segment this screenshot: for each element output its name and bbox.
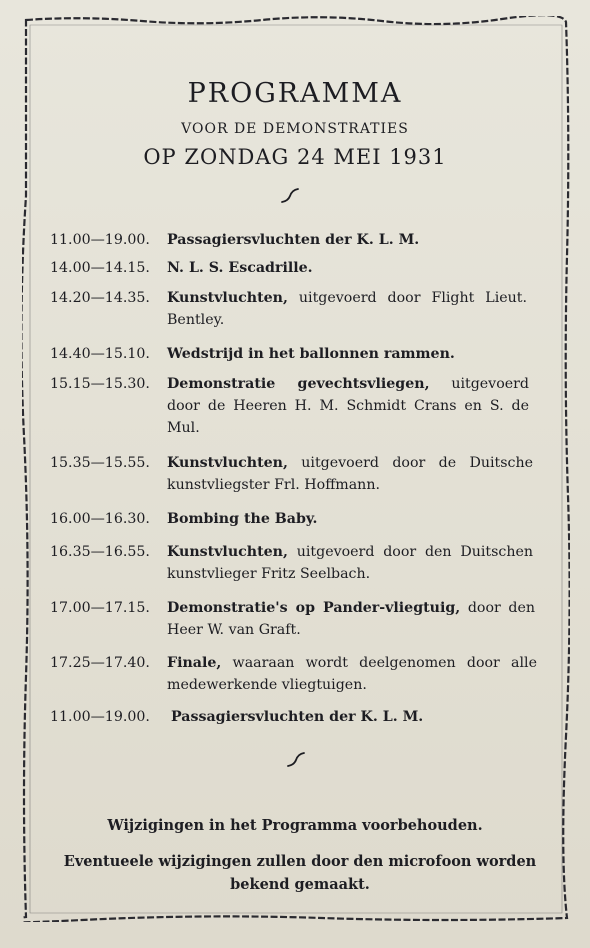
schedule-details: uitgevoerd door de Heeren H. M. Schmidt Crans en S. de Mul. [167,376,530,436]
schedule-time: 15.15—15.30. [50,376,150,392]
schedule-activity: Passagiersvluchten der K. L. M. [171,709,424,725]
schedule-details: door den Heer W. van Graft. [167,600,535,638]
schedule-activity: Bombing the Baby. [167,511,318,527]
schedule-activity: Kunstvluchten, [167,290,288,306]
schedule-time: 15.35—15.55. [50,455,150,471]
schedule-time: 17.25—17.40. [50,655,150,671]
schedule-time: 14.00—14.15. [50,260,150,276]
footer-note: Eventueele wijzigingen zullen door den microfoon worden bekend gemaakt. [63,853,537,893]
footer-notice: Wijzigingen in het Programma voorbehouden. [107,817,483,834]
program-date: OP ZONDAG 24 MEI 1931 [143,145,447,169]
schedule-activity: N. L. S. Escadrille. [167,260,313,276]
schedule-activity: Kunstvluchten, [167,455,288,471]
schedule-time: 14.20—14.35. [50,290,150,306]
schedule-activity: Wedstrijd in het ballonnen rammen. [167,346,455,362]
schedule-time: 16.00—16.30. [50,511,150,527]
program-subtitle: VOOR DE DEMONSTRATIES [181,121,409,137]
schedule-time: 11.00—19.00. [50,232,150,248]
schedule-activity: Demonstratie's op Pander-vliegtuig, [167,600,461,616]
schedule-time: 16.35—16.55. [50,544,150,560]
schedule-details: waaraan wordt deelgenomen door alle medewerkende vliegtuigen. [167,655,537,693]
schedule-activity: Finale, [167,655,222,671]
ornament-icon [279,186,301,206]
ornament-icon [285,750,307,770]
schedule-details: uitgevoerd door Flight Lieut. Bentley. [167,290,527,328]
schedule-time: 11.00—19.00. [50,709,150,725]
schedule-activity: Kunstvluchten, [167,544,288,560]
schedule-time: 17.00—17.15. [50,600,150,616]
schedule-time: 14.40—15.10. [50,346,150,362]
schedule-activity: Demonstratie gevechtsvliegen, [167,376,430,392]
schedule-details: uitgevoerd door den Duitschen kunstvlieger Fritz Seelbach. [167,544,533,582]
program-title: PROGRAMMA [187,78,403,109]
schedule-details: uitgevoerd door de Duitsche kunstvliegster Frl. Hoffmann. [167,455,533,493]
schedule-activity: Passagiersvluchten der K. L. M. [167,232,420,248]
